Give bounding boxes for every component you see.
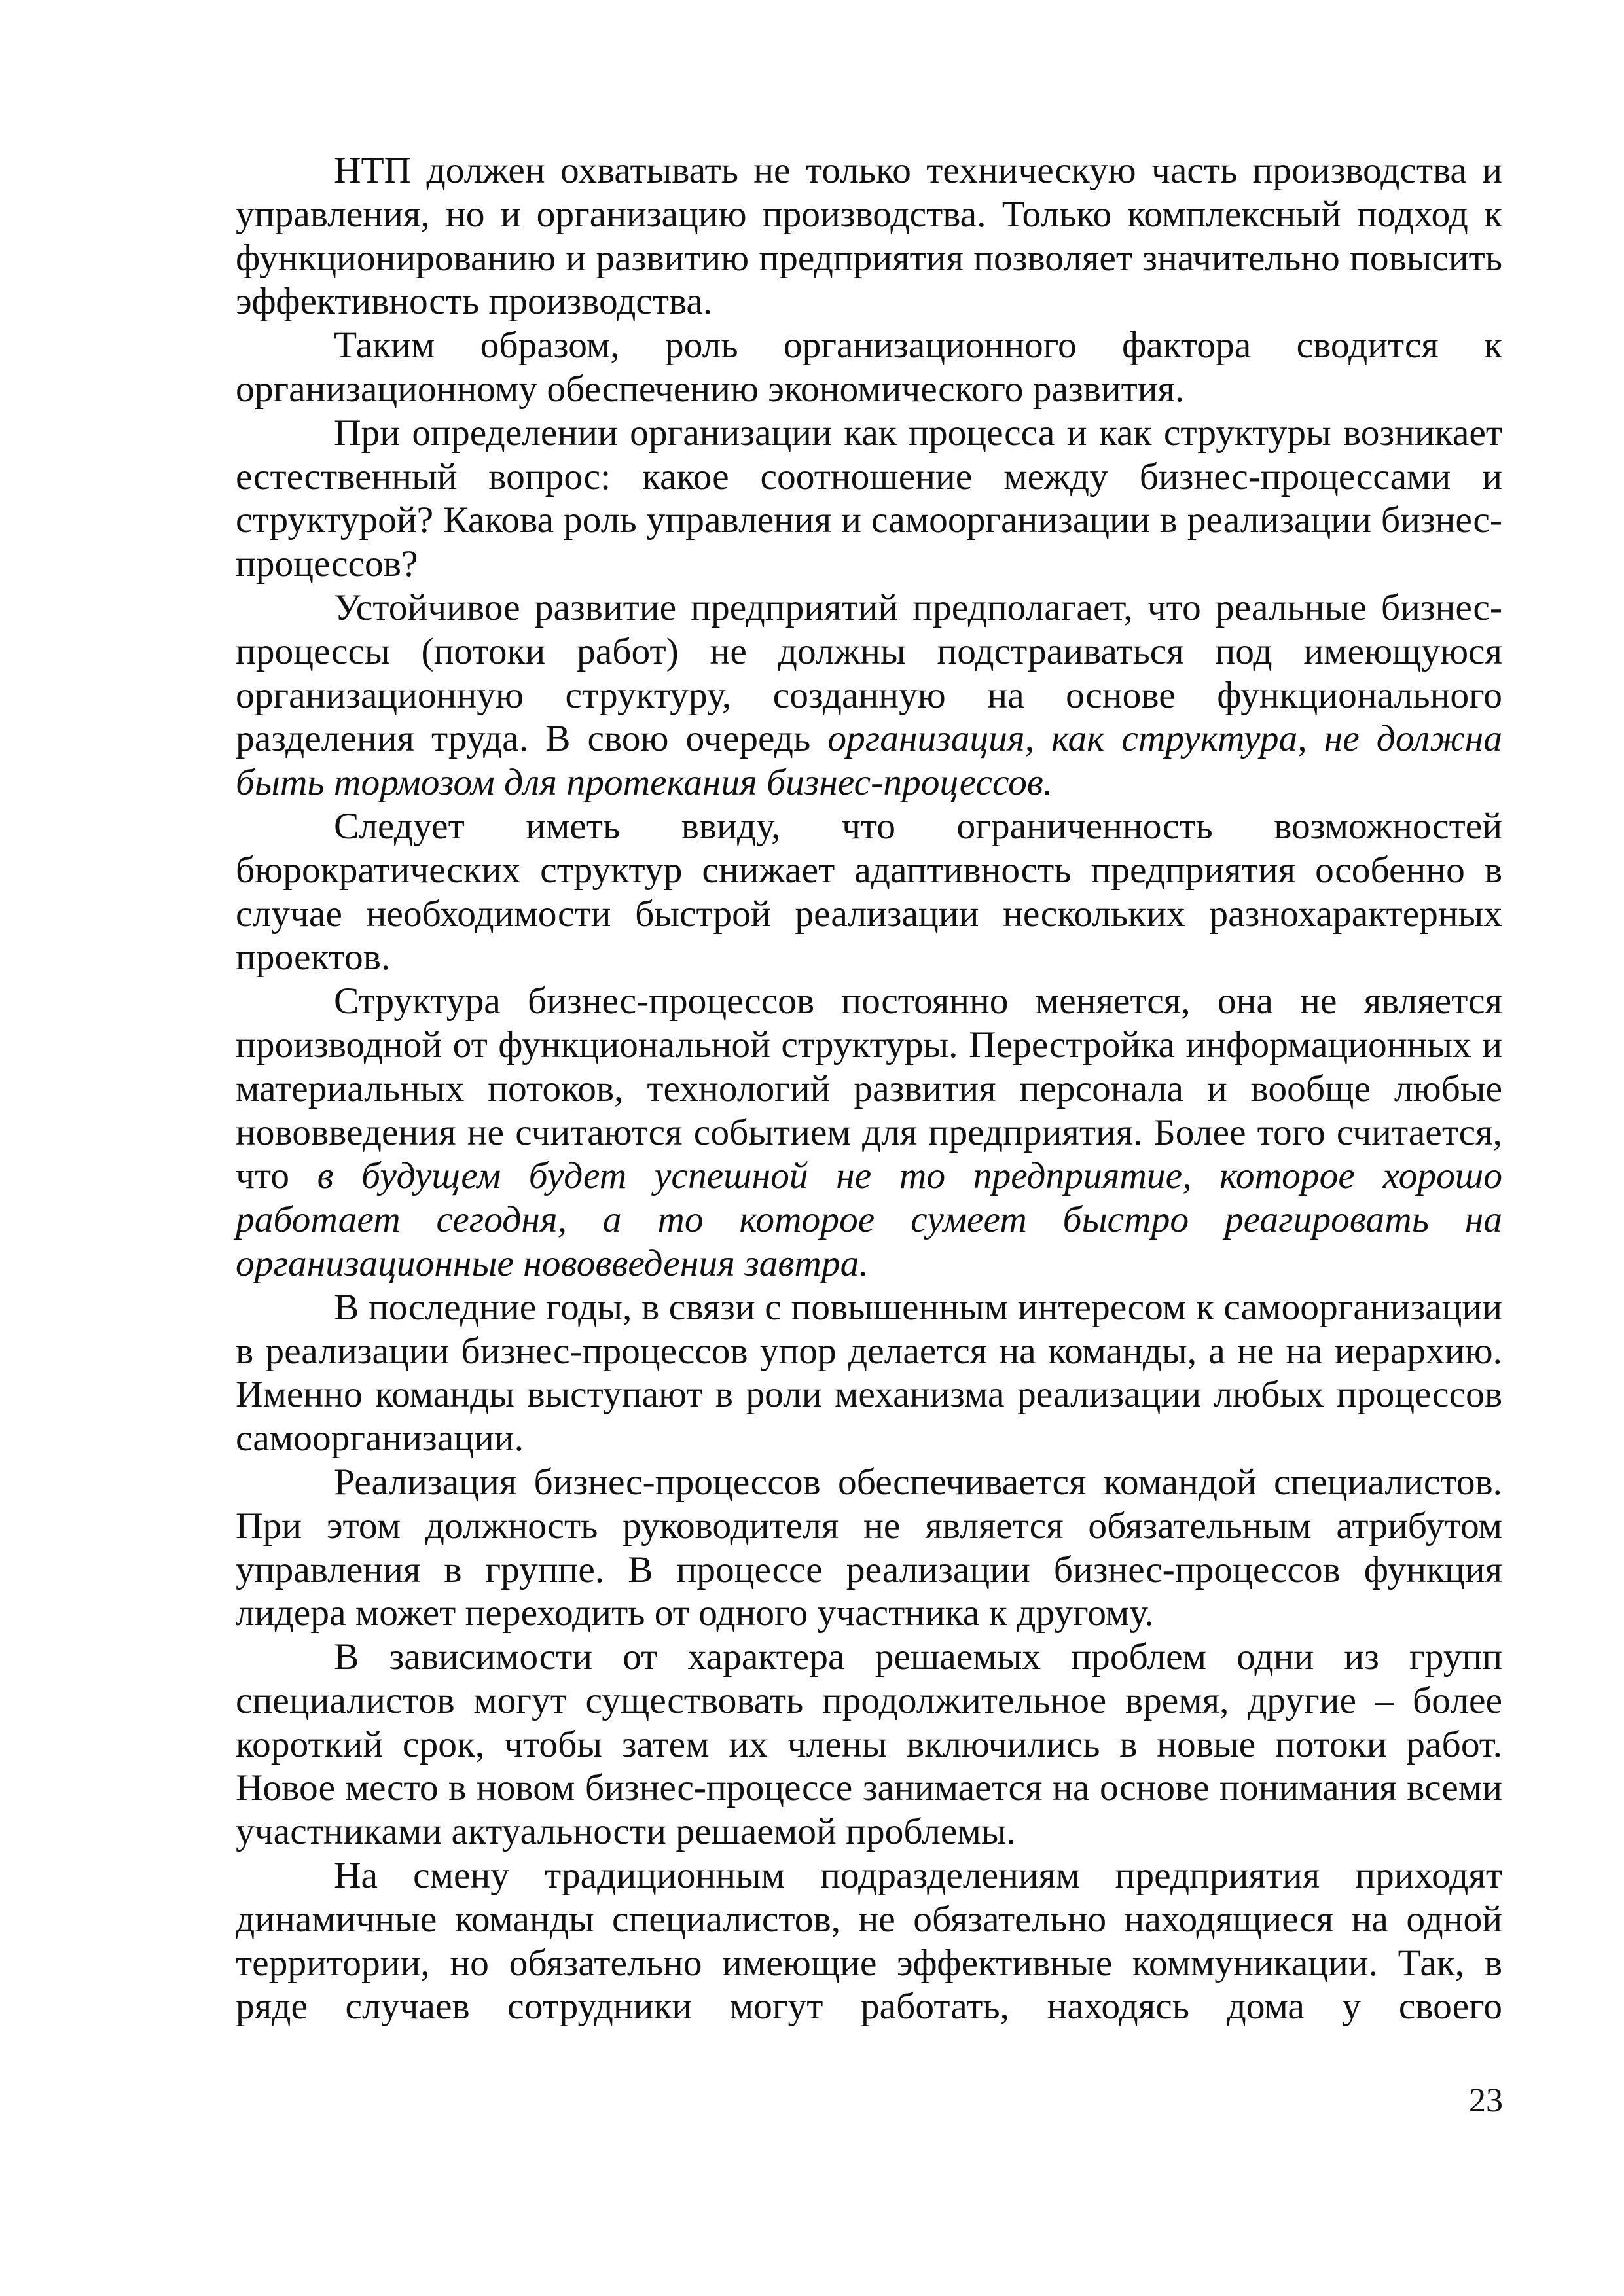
paragraph-6: [236, 980, 1502, 1286]
paragraph-8: [236, 1461, 1502, 1636]
paragraph-9: [236, 1636, 1502, 1854]
paragraph-4-italic: организация, как структура, не должна быть тормозом для протекания бизнес-процессов.: [236, 718, 1502, 804]
paragraph-10: [236, 1854, 1502, 2029]
paragraph-1-text: НТП должен охватывать не только техническую часть производства и управления, но и организацию производства. Только комплексный подход к функционированию и развитию предприятия позволяет значительно повысить эффективность производства.: [236, 150, 1502, 323]
paragraph-6-text: Структура бизнес-процессов постоянно меняется, она не является производной от функциональной структуры. Перестройка информационных и материальных потоков, технологий развития персонала и вообще любые нововведения не считаются событием для предприятия. Более того считается, что: [236, 980, 1502, 1197]
paragraph-1: [236, 149, 1502, 324]
paragraph-5: [236, 805, 1502, 980]
paragraph-4: [236, 586, 1502, 805]
paragraph-3: [236, 412, 1502, 586]
paragraph-3-text: При определении организации как процесса и как структуры возникает естественный вопрос: какое соотношение между бизнес-процессами и структурой? Какова роль управления и самоорганизации в реализации бизнес-процессов?: [236, 412, 1502, 585]
paragraph-7-text: В последние годы, в связи с повышенным интересом к самоорганизации в реализации бизнес-процессов упор делается на команды, а не на иерархию. Именно команды выступают в роли механизма реализации любых процессов самоорганизации.: [236, 1286, 1502, 1460]
paragraph-7: [236, 1286, 1502, 1461]
paragraph-10-text: На смену традиционным подразделениям предприятия приходят динамичные команды специалистов, не обязательно находящиеся на одной территории, но обязательно имеющие эффективные коммуникации. Так, в ряде случаев сотрудники могут работать, находясь дома у своего: [236, 1855, 1502, 2028]
paragraph-9-text: В зависимости от характера решаемых проблем одни из групп специалистов могут существовать продолжительное время, другие – более короткий срок, чтобы затем их члены включились в новые потоки работ. Новое место в новом бизнес-процессе занимается на основе понимания всеми участниками актуальности решаемой проблемы.: [236, 1636, 1502, 1853]
paragraph-2: [236, 324, 1502, 412]
body-text: [236, 149, 1502, 2029]
paragraph-5-text: Следует иметь ввиду, что ограниченность возможностей бюрократических структур снижает адаптивность предприятия особенно в случае необходимости быстрой реализации нескольких разнохарактерных проектов.: [236, 805, 1502, 978]
paragraph-4-text: Устойчивое развитие предприятий предполагает, что реальные бизнес-процессы (потоки работ) не должны подстраиваться под имеющуюся организационную структуру, созданную на основе функционального разделения труда. В свою очередь: [236, 586, 1502, 760]
paragraph-6-italic: в будущем будет успешной не то предприятие, которое хорошо работает сегодня, а то которое сумеет быстро реагировать на организационные нововведения завтра.: [236, 1155, 1502, 1284]
paragraph-8-text: Реализация бизнес-процессов обеспечивается командой специалистов. При этом должность руководителя не является обязательным атрибутом управления в группе. В процессе реализации бизнес-процессов функция лидера может переходить от одного участника к другому.: [236, 1461, 1502, 1634]
paragraph-2-text: Таким образом, роль организационного фактора сводится к организационному обеспечению экономического развития.: [236, 325, 1502, 410]
page-number: 23: [1469, 2082, 1503, 2119]
